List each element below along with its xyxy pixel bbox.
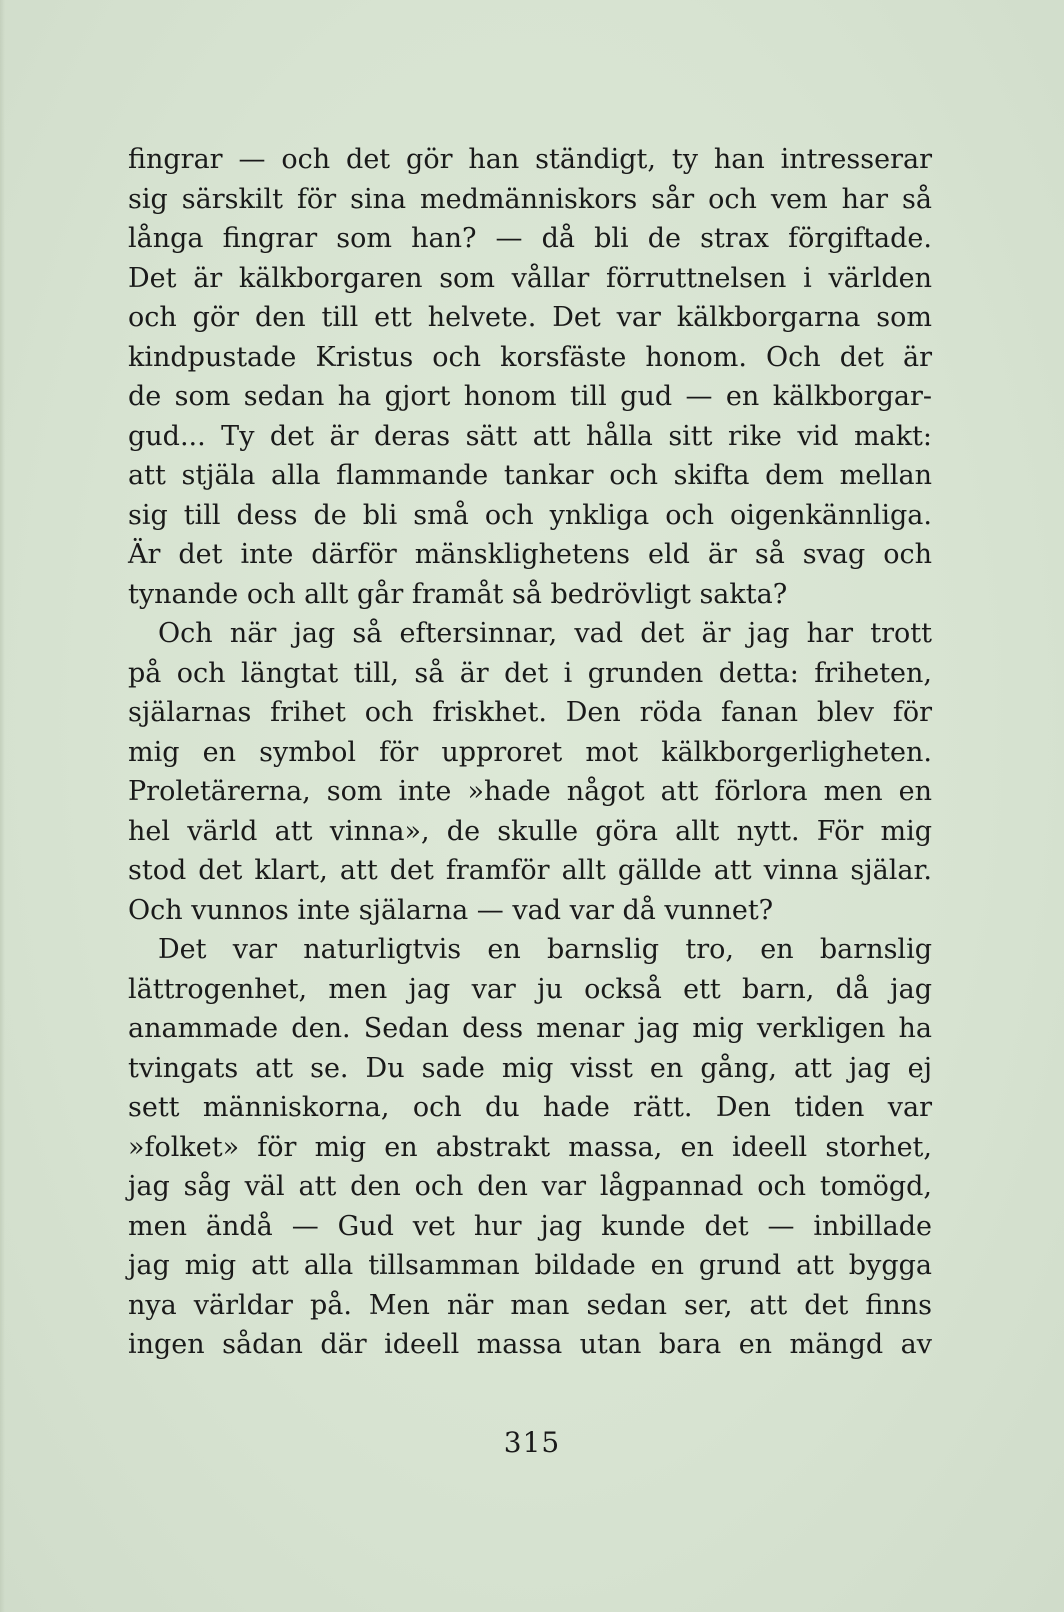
page-edge-shadow [0, 0, 5, 1612]
text-line: Proletärerna, som inte »hade något att förlora men en [128, 776, 932, 807]
text-line: sig särskilt för sina medmänniskors sår och vem har så [128, 183, 932, 215]
text-line: mig en symbol för upproret mot kälkborgerligheten. [128, 736, 932, 768]
text-line: sig till dess de bli små och ynkliga och oigenkännliga. [128, 499, 932, 531]
text-line: nya världar på. Men när man sedan ser, att det finns [128, 1289, 932, 1321]
text-line: ingen sådan där ideell massa utan bara en mängd av [128, 1329, 932, 1360]
text-line: gud... Ty det är deras sätt att hålla sitt rike vid makt: [128, 420, 932, 452]
text-line: Och vunnos inte själarna — vad var då vunnet? [128, 894, 774, 926]
text-line: Det var naturligtvis en barnslig tro, en barnslig [158, 934, 932, 965]
text-line: lättrogenhet, men jag var ju också ett barn, då jag [128, 973, 932, 1005]
body-text [128, 140, 932, 1365]
text-line: jag såg väl att den och den var lågpannad och tomögd, [128, 1171, 932, 1202]
text-line: fingrar — och det gör han ständigt, ty han intresserar [128, 144, 932, 175]
text-line: anammade den. Sedan dess menar jag mig verkligen ha [128, 1013, 932, 1044]
text-line: Är det inte därför mänsklighetens eld är så svag och [128, 539, 932, 570]
text-line: stod det klart, att det framför allt gällde att vinna själar. [128, 855, 932, 886]
page-number: 315 [503, 1426, 561, 1459]
text-line: själarnas frihet och friskhet. Den röda fanan blev för [128, 697, 932, 728]
text-line: tynande och allt går framåt så bedrövligt sakta? [128, 578, 788, 610]
text-line: de som sedan ha gjort honom till gud — en kälkborgar- [128, 381, 932, 412]
text-line: långa fingrar som han? — då bli de strax förgiftade. [128, 223, 932, 254]
text-line: på och längtat till, så är det i grunden detta: friheten, [128, 657, 932, 689]
text-line: men ändå — Gud vet hur jag kunde det — inbillade [128, 1210, 932, 1242]
text-line: kindpustade Kristus och korsfäste honom. Och det är [128, 341, 932, 373]
text-line: och gör den till ett helvete. Det var kälkborgarna som [128, 302, 932, 333]
text-line: »folket» för mig en abstrakt massa, en ideell storhet, [128, 1131, 932, 1163]
text-line: Och när jag så eftersinnar, vad det är jag har trott [158, 618, 932, 649]
text-line: jag mig att alla tillsamman bildade en grund att bygga [128, 1250, 932, 1281]
text-line: hel värld att vinna», de skulle göra allt nytt. För mig [128, 815, 932, 847]
text-line: sett människorna, och du hade rätt. Den tiden var [128, 1092, 932, 1123]
text-line: Det är kälkborgaren som vållar förruttnelsen i världen [128, 262, 932, 294]
text-line: tvingats att se. Du sade mig visst en gång, att jag ej [128, 1052, 932, 1084]
text-line: att stjäla alla flammande tankar och skifta dem mellan [128, 460, 932, 491]
